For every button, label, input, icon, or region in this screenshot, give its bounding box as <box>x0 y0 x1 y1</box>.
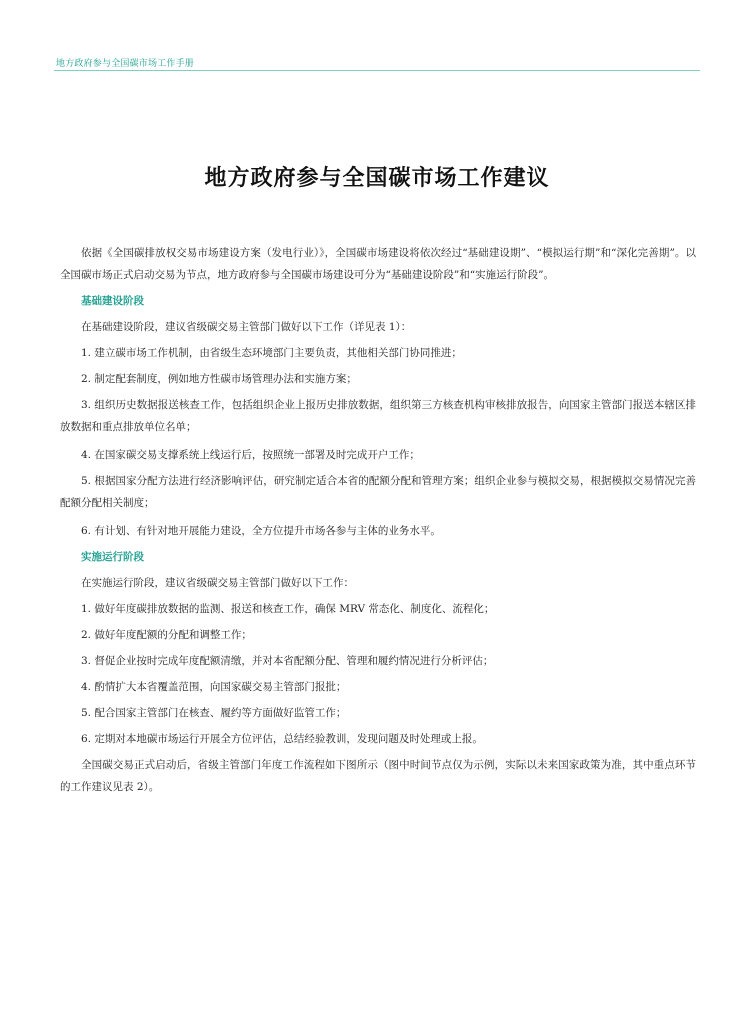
closing-paragraph: 全国碳交易正式启动后，省级主管部门年度工作流程如下图所示（图中时间节点仅为示例，实际以未来国家政策为准，其中重点环节的工作建议见表 2）。 <box>60 759 696 793</box>
list-item: 3. 督促企业按时完成年度配额清缴，并对本省配额分配、管理和履约情况进行分析评估； <box>81 655 494 667</box>
page-title: 地方政府参与全国碳市场工作建议 <box>204 164 550 191</box>
section-heading-operation: 实施运行阶段 <box>81 551 144 563</box>
document-body <box>60 242 696 804</box>
list-item: 5. 配合国家主管部门在核查、履约等方面做好监管工作； <box>81 707 347 719</box>
section-lead-operation: 在实施运行阶段，建议省级碳交易主管部门做好以下工作： <box>81 577 354 589</box>
intro-paragraph: 依据《全国碳排放权交易市场建设方案（发电行业）》，全国碳市场建设将依次经过“基础建设期”、“模拟运行期”和“深化完善期”。以全国碳市场正式启动交易为节点，地方政府参与全国碳市场建设可分为“基础建设阶段”和“实施运行阶段”。 <box>60 247 696 281</box>
list-item: 1. 建立碳市场工作机制，由省级生态环境部门主要负责，其他相关部门协同推进； <box>81 347 462 359</box>
list-item: 2. 制定配套制度，例如地方性碳市场管理办法和实施方案； <box>81 373 357 385</box>
header-divider <box>54 70 700 71</box>
list-item: 4. 在国家碳交易支撑系统上线运行后，按照统一部署及时完成开户工作； <box>81 449 420 461</box>
list-item: 5. 根据国家分配方法进行经济影响评估，研究制定适合本省的配额分配和管理方案；组织企业参与模拟交易，根据模拟交易情况完善配额分配相关制度； <box>60 475 696 509</box>
list-item: 3. 组织历史数据报送核查工作，包括组织企业上报历史排放数据，组织第三方核查机构审核排放报告，向国家主管部门报送本辖区排放数据和重点排放单位名单； <box>60 399 696 433</box>
list-item: 6. 有计划、有针对地开展能力建设，全方位提升市场各参与主体的业务水平。 <box>81 525 441 537</box>
section-heading-infrastructure: 基础建设阶段 <box>81 295 144 307</box>
list-item: 1. 做好年度碳排放数据的监测、报送和核查工作，确保 MRV 常态化、制度化、流程化； <box>81 603 495 615</box>
running-header: 地方政府参与全国碳市场工作手册 <box>56 59 195 69</box>
list-item: 4. 酌情扩大本省覆盖范围，向国家碳交易主管部门报批； <box>81 681 347 693</box>
list-item: 2. 做好年度配额的分配和调整工作； <box>81 629 252 641</box>
list-item: 6. 定期对本地碳市场运行开展全方位评估，总结经验教训，发现问题及时处理或上报。 <box>81 733 483 745</box>
section-lead-infrastructure: 在基础建设阶段，建议省级碳交易主管部门做好以下工作（详见表 1）： <box>81 321 412 333</box>
